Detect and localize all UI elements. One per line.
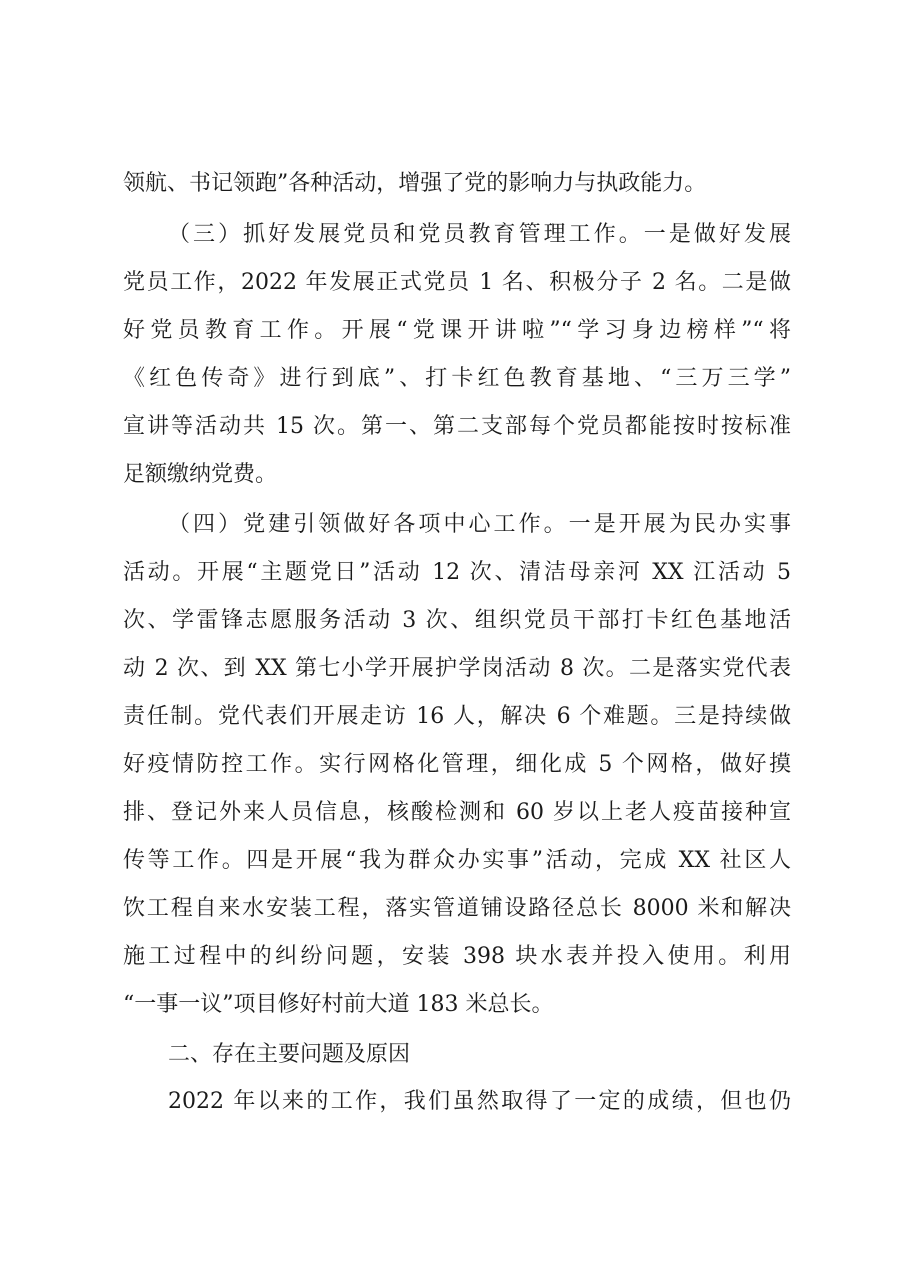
section-heading: 二、存在主要问题及原因 [168, 1042, 411, 1067]
paragraph-line: 施工过程中的纠纷问题，安装 398 块水表并投入使用。利用 [123, 944, 791, 969]
paragraph-line: 责任制。党代表们开展走访 16 人，解决 6 个难题。三是持续做 [123, 704, 791, 729]
paragraph-line: 好疫情防控工作。实行网格化管理，细化成 5 个网格，做好摸 [123, 752, 791, 777]
paragraph-line: “一事一议”项目修好村前大道 183 米总长。 [123, 992, 554, 1017]
paragraph-line: 活动。开展“主题党日”活动 12 次、清洁母亲河 XX 江活动 5 [123, 560, 791, 585]
paragraph-line: 党员工作，2022 年发展正式党员 1 名、积极分子 2 名。二是做 [123, 270, 791, 295]
paragraph-line: 动 2 次、到 XX 第七小学开展护学岗活动 8 次。二是落实党代表 [123, 656, 791, 681]
paragraph-line: 《红色传奇》进行到底”、打卡红色教育基地、“三万三学” [123, 366, 791, 391]
paragraph-line: 足额缴纳党费。 [123, 462, 278, 487]
paragraph-line: 2022 年以来的工作，我们虽然取得了一定的成绩，但也仍 [168, 1089, 791, 1114]
paragraph-line: 排、登记外来人员信息，核酸检测和 60 岁以上老人疫苗接种宣 [123, 800, 791, 825]
paragraph-line: 传等工作。四是开展“我为群众办实事”活动，完成 XX 社区人 [123, 848, 791, 873]
paragraph-line: 次、学雷锋志愿服务活动 3 次、组织党员干部打卡红色基地活 [123, 608, 791, 633]
paragraph-line: 领航、书记领跑”各种活动，增强了党的影响力与执政能力。 [123, 171, 707, 196]
paragraph-line: 宣讲等活动共 15 次。第一、第二支部每个党员都能按时按标准 [123, 414, 791, 439]
paragraph-line: 饮工程自来水安装工程，落实管道铺设路径总长 8000 米和解决 [123, 896, 791, 921]
paragraph-line: 好党员教育工作。开展“党课开讲啦”“学习身边榜样”“将 [123, 318, 791, 343]
paragraph-line: （三）抓好发展党员和党员教育管理工作。一是做好发展 [168, 222, 791, 247]
paragraph-line: （四）党建引领做好各项中心工作。一是开展为民办实事 [168, 512, 791, 537]
